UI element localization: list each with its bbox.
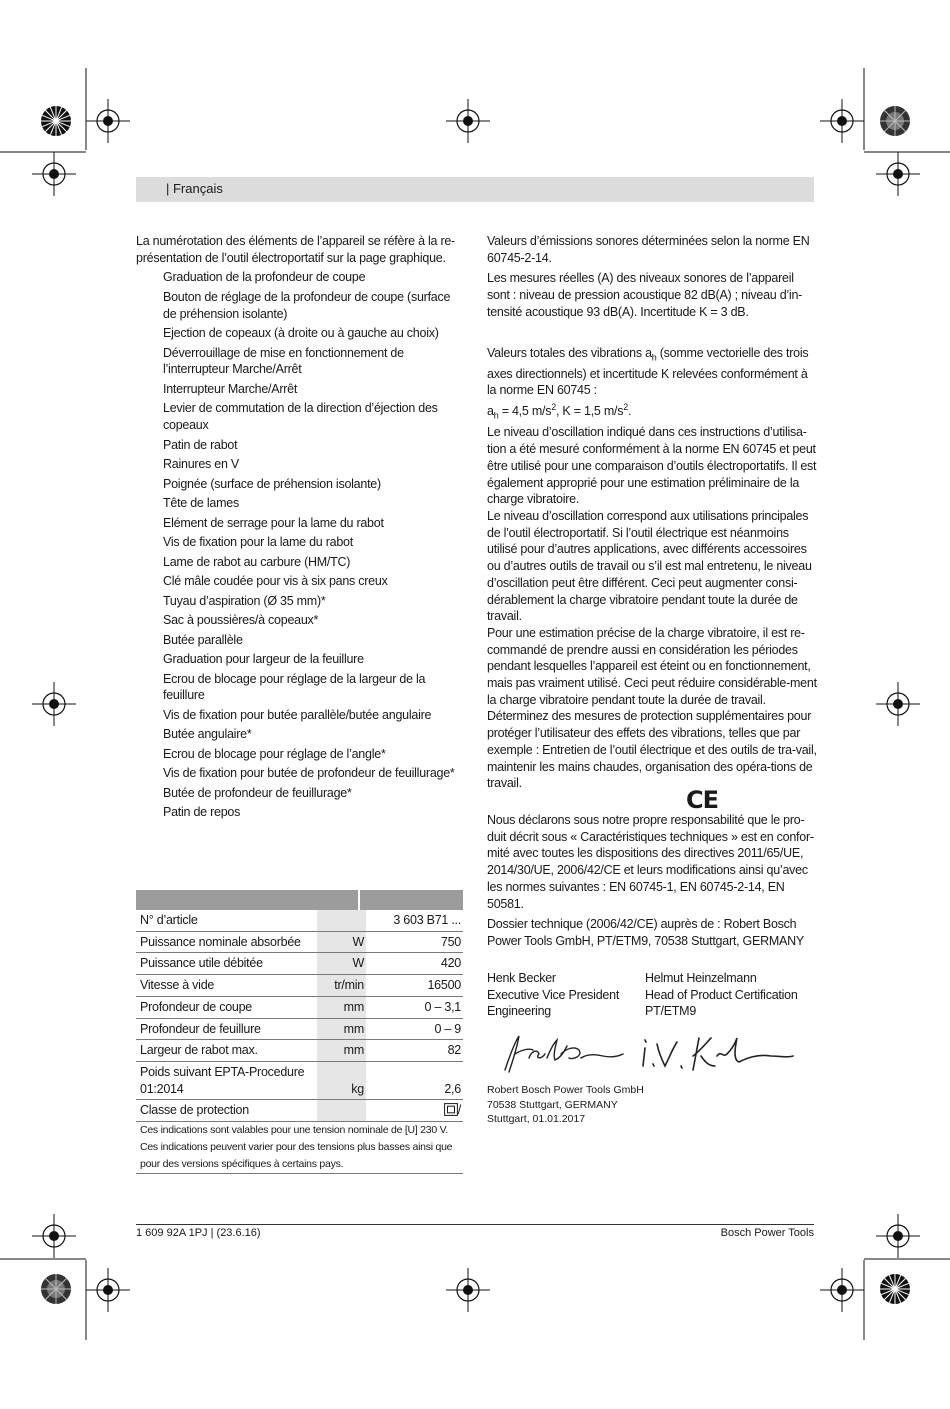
superscript-2: 2 (551, 402, 556, 413)
signatory-title: Head of Product Certification (645, 987, 798, 1002)
row-unit: mm (317, 1040, 366, 1061)
row-label: Profondeur de coupe (140, 999, 253, 1014)
row-value (366, 1100, 463, 1121)
conformity-declaration: Nous déclarons sous notre propre responsabilité que le pro-duit décrit sous « Caractéristiques techniques » est en confor-mité avec toutes les dispositions des directives 2011/65/UE, 2014/30/UE, 2006/42/CE et leurs modifications ainsi qu’avec les normes suivantes : EN 60745-1, EN 60745-2-14, EN 50581. (487, 813, 814, 911)
row-unit: mm (317, 1019, 366, 1040)
row-label: Vitesse à vide (140, 978, 215, 993)
list-item: Patin de rabot (163, 437, 238, 452)
signatories (487, 970, 817, 1020)
list-item: Vis de fixation pour butée de profondeur de feuillurage* (163, 766, 455, 781)
place-date: Stuttgart, 01.01.2017 (487, 1113, 586, 1125)
technical-data-table (136, 890, 463, 1174)
row-unit: W (317, 953, 366, 974)
list-item: Poignée (surface de préhension isolante) (163, 476, 381, 491)
table-row (136, 1019, 463, 1041)
list-item: Vis de fixation pour butée parallèle/butée angulaire (163, 707, 432, 722)
uncertainty-value: , K = 1,5 m/s (555, 404, 624, 419)
footer-divider (136, 1224, 814, 1225)
company-city: 70538 Stuttgart, GERMANY (487, 1098, 618, 1111)
row-value: 420 (440, 956, 461, 971)
list-item: Tuyau d’aspiration (Ø 35 mm)* (163, 593, 326, 608)
list-item: Rainures en V (163, 457, 239, 472)
list-item: Déverrouillage de mise en fonctionnement de l’interrupteur Marche/Arrêt (163, 345, 404, 377)
table-row (136, 1040, 463, 1062)
vibration-value: = 4,5 m/s (498, 404, 552, 419)
ce-mark (686, 786, 718, 814)
period: . (628, 404, 632, 419)
row-value: 0 – 9 (434, 1021, 461, 1036)
list-item: Clé mâle coudée pour vis à six pans creux (163, 574, 388, 589)
row-unit: mm (317, 997, 366, 1018)
vibration-paragraph-1: Le niveau d’oscillation indiqué dans ces instructions d’utilisa-tion a été mesuré conformément à la norme EN 60745 et peut être utilisé pour une comparaison d’outils électroportatifs. Il est également approprié pour une estimation préliminaire de la charge vibratoire. (487, 425, 817, 507)
row-value: 3 603 B71 ... (393, 913, 461, 927)
vibration-paragraph-2: Le niveau d’oscillation correspond aux utilisations principales de l’outil électroportatif. Si l’outil électrique est néanmoins utilisé pour d’autres applications, avec différents accessoires ou d’autres outils de travail ou s’il est mal entretenu, le niveau d’oscillation peut être différent. Ceci peut augmenter consi-dérablement la charge vibratoire pendant toute la durée de travail. (487, 509, 812, 624)
table-row (136, 1100, 463, 1122)
document-code: 1 609 92A 1PJ | (23.6.16) (136, 1227, 261, 1239)
table-row (136, 975, 463, 997)
row-unit: tr/min (317, 975, 366, 996)
row-label: Poids suivant EPTA-Procedure 01:2014 (140, 1064, 305, 1096)
signatory-2 (645, 970, 798, 1020)
signatory-title: Executive Vice President (487, 987, 620, 1002)
noise-values: Les mesures réelles (A) des niveaux sonores de l’appareil sont : niveau de pression acoustique 82 dB(A) ; niveau d’in-tensité acoustique 93 dB(A). Incertitude K = 3 dB. (487, 271, 803, 319)
language-header-band (136, 177, 814, 202)
row-value: 2,6 (444, 1081, 461, 1096)
vibration-intro-text: (somme vectorielle des trois axes directionnels) et incertitude K relevées conformément à la norme EN 60745 : (487, 345, 809, 398)
table-row (136, 997, 463, 1019)
table-row (136, 910, 463, 932)
list-item: Sac à poussières/à copeaux* (163, 613, 319, 628)
row-label: Classe de protection (140, 1103, 249, 1118)
component-list (136, 269, 464, 821)
list-item: Butée de profondeur de feuillurage* (163, 785, 352, 800)
row-value: 16500 (427, 978, 461, 993)
list-item: Levier de commutation de la direction d’éjection des copeaux (163, 401, 438, 433)
company-name: Robert Bosch Power Tools GmbH (487, 1084, 644, 1096)
table-row (136, 953, 463, 975)
numbering-intro: La numérotation des éléments de l’appareil se réfère à la re-présentation de l’outil électroportatif sur la page graphique. (136, 234, 455, 265)
list-item: Butée angulaire* (163, 727, 252, 742)
list-item: Butée parallèle (163, 632, 243, 647)
footer-brand: Bosch Power Tools (720, 1227, 814, 1239)
handwritten-signatures (495, 1028, 795, 1078)
list-item: Ejection de copeaux (à droite ou à gauche au choix) (163, 326, 439, 341)
ce-mark-text: CE (686, 786, 719, 814)
list-item: Lame de rabot au carbure (HM/TC) (163, 554, 351, 569)
row-unit: kg (317, 1062, 366, 1099)
list-item: Tête de lames (163, 496, 239, 511)
signatory-department: Engineering (487, 1004, 551, 1019)
vibration-intro-text: Valeurs totales des vibrations a (487, 345, 652, 360)
signatory-1 (487, 970, 645, 1020)
signatory-name: Henk Becker (487, 971, 556, 985)
protection-class-ii-icon (444, 1103, 458, 1116)
row-value: 0 – 3,1 (424, 999, 461, 1014)
subscript-h: h (493, 410, 499, 421)
vibration-paragraph-3: Pour une estimation précise de la charge vibratoire, il est re-commandé de prendre aussi en considération les périodes pendant lesquelles l’appareil est éteint ou en fonctionnement, mais pas vraiment utilisé. Ceci peut réduire considérable-ment la charge vibratoire pendant toute la durée de travail. Déterminez des mesures de protection supplémentaires pour protéger l’utilisateur des effets des vibrations, telles que par exemple : Entretien de l’outil électrique et des outils de tra-vail, maintenir les mains chaudes, organisation des opéra-tions de travail. (487, 625, 817, 791)
protection-class-value: / (457, 1103, 461, 1118)
list-item: Vis de fixation pour la lame du rabot (163, 535, 353, 550)
list-item: Elément de serrage pour la lame du rabot (163, 515, 384, 530)
right-column (487, 233, 817, 792)
row-value: 82 (447, 1043, 461, 1058)
left-column (136, 233, 464, 824)
row-unit: W (317, 932, 366, 953)
table-footnote: Ces indications sont valables pour une tension nominale de [U] 230 V. Ces indications peuvent varier pour des tensions plus basses ainsi que pour des versions spécifiques à certains pays. (136, 1122, 463, 1174)
vibration-values (487, 399, 817, 424)
list-item: Patin de repos (163, 805, 241, 820)
table-row (136, 932, 463, 954)
superscript-2: 2 (623, 402, 628, 413)
list-item: Graduation pour largeur de la feuillure (163, 652, 364, 667)
row-label: Profondeur de feuillure (140, 1021, 261, 1036)
signatory-name: Helmut Heinzelmann (645, 971, 757, 985)
vibration-symbol: a (487, 404, 494, 419)
row-unit (317, 1100, 366, 1121)
noise-intro: Valeurs d’émissions sonores déterminées selon la norme EN 60745-2-14. (487, 234, 810, 265)
row-label: N° d’article (140, 913, 198, 927)
declaration-block (487, 812, 817, 950)
row-label: Puissance utile débitée (140, 956, 263, 971)
subscript-h: h (651, 352, 657, 363)
row-value: 750 (440, 934, 461, 949)
list-item: Bouton de réglage de la profondeur de coupe (surface de préhension isolante) (163, 289, 451, 321)
table-row (136, 1062, 463, 1100)
list-item: Graduation de la profondeur de coupe (163, 270, 366, 285)
row-label: Puissance nominale absorbée (140, 934, 301, 949)
table-header (136, 890, 463, 910)
row-unit (317, 910, 366, 931)
place-and-date (487, 1083, 644, 1127)
list-item: Ecrou de blocage pour réglage de l’angle* (163, 746, 386, 761)
signatory-department: PT/ETM9 (645, 1004, 697, 1019)
technical-dossier: Dossier technique (2006/42/CE) auprès de : Robert Bosch Power Tools GmbH, PT/ETM9, 70538 Stuttgart, GERMANY (487, 917, 804, 948)
list-item: Ecrou de blocage pour réglage de la largeur de la feuillure (163, 671, 426, 703)
row-label: Largeur de rabot max. (140, 1043, 258, 1058)
vibration-intro (487, 345, 817, 400)
list-item: Interrupteur Marche/Arrêt (163, 381, 298, 396)
language-label: | Français (166, 181, 223, 196)
